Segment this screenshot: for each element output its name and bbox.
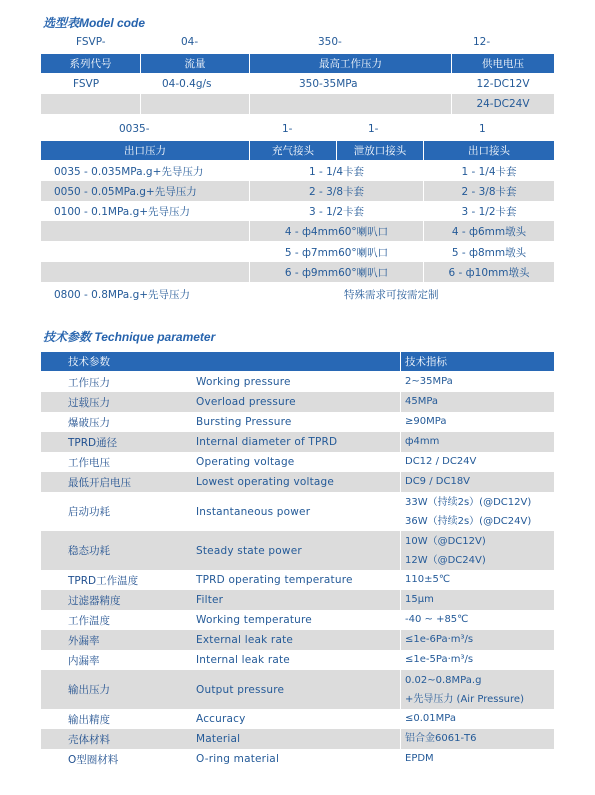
parameter-name-cn: 壳体材料 [68,733,110,746]
parameter-name-en: Internal diameter of TPRD [196,436,338,448]
model-table2-row [41,262,554,282]
cell-pressure: 350-35MPa [299,78,358,90]
parameter-name-cn: 最低开启电压 [68,476,131,489]
parameter-value [405,749,434,769]
technique-row [41,392,554,412]
cell-outlet-port: 4 - ф6mm墩头 [451,225,527,238]
code-segment-outlet-pressure: 0035- [119,123,150,135]
parameter-value-line: ≥90MPa [405,416,447,427]
divider [400,392,401,412]
parameter-name-cn: 过载压力 [68,396,110,409]
parameter-value-line: DC9 / DC18V [405,476,471,487]
cell-voltage-24: 24-DC24V [476,98,530,110]
code-segment-flow: 04- [181,36,199,48]
model-table2-header [41,141,554,160]
header-outlet-port: 出口接头 [424,141,554,160]
header-series-code: 系列代号 [41,54,140,73]
technique-row [41,372,554,392]
divider [400,352,401,371]
header-fill-port: 充气接头 [250,141,336,160]
cell-outlet-pressure: 0035 - 0.035MPa.g+先导压力 [54,165,204,178]
parameter-name-cn: 工作温度 [68,614,110,627]
parameter-value [405,650,473,670]
parameter-value [405,590,434,610]
header-flow: 流量 [141,54,249,73]
parameter-name-cn: 启动功耗 [68,506,110,518]
parameter-name-en: Filter [196,594,224,606]
code-segment-fill-port: 1- [282,123,293,135]
model-code-title: 选型表Model code [43,16,146,30]
divider [400,590,401,610]
cell-outlet-pressure-0800: 0800 - 0.8MPa.g+先导压力 [54,288,191,301]
header-supply-voltage: 供电电压 [452,54,554,73]
cell-custom-note: 特殊需求可按需定制 [344,288,439,301]
divider [400,531,401,570]
model-table1-row-2 [41,94,554,114]
parameter-value-line: 2~35MPa [405,376,453,387]
parameter-name-en: Output pressure [196,683,285,696]
divider [400,432,401,452]
code-segment-outlet-port: 1 [479,123,486,135]
parameter-value [405,610,468,630]
parameter-name-en: Instantaneous power [196,505,311,518]
code-segment-vent-port: 1- [368,123,379,135]
divider [400,670,401,709]
model-table2-row [41,242,554,262]
parameter-value [405,392,438,412]
model-table2-last-row [41,284,554,304]
parameter-name-cn: 稳态功耗 [68,545,110,557]
technique-row [41,472,554,492]
technique-row [41,749,554,769]
parameter-value [405,412,446,432]
cell-voltage-12: 12-DC12V [476,78,530,90]
parameter-name-en: Working pressure [196,376,291,388]
cell-fill-vent-port: 6 - ф9mm60°喇叭口 [284,266,389,279]
technique-row [41,630,554,650]
parameter-name-cn: 工作压力 [68,376,110,389]
header-vent-port: 泄放口接头 [337,141,423,160]
parameter-value-line: ф4mm [405,436,440,447]
cell-fill-vent-port: 4 - ф4mm60°喇叭口 [284,225,389,238]
cell-outlet-port: 6 - ф10mm墩头 [448,266,530,279]
parameter-name-cn: 工作电压 [68,456,110,469]
parameter-value-line: 12W（@DC24V) [405,554,486,566]
model-table2-row [41,181,554,201]
parameter-value-line: ≤1e-5Pa·m³/s [405,654,474,665]
parameter-value-line: 10W（@DC12V) [405,535,486,547]
model-table1-row [41,74,554,94]
model-table2-row [41,161,554,181]
parameter-value [405,372,453,392]
parameter-name-en: Material [196,733,241,745]
model-table1-header [41,54,554,73]
parameter-value [405,709,456,729]
technique-row [41,709,554,729]
technique-row [41,452,554,472]
parameter-name-en: External leak rate [196,634,294,646]
technique-row [41,729,554,749]
parameter-value [405,432,439,452]
cell-outlet-pressure: 0100 - 0.1MPa.g+先导压力 [54,205,191,218]
header-outlet-pressure: 出口压力 [41,141,249,160]
parameter-name-en: Working temperature [196,614,312,626]
cell-outlet-port: 1 - 1/4卡套 [461,165,517,178]
parameter-value [405,729,477,749]
technique-table-header [41,352,554,371]
technique-row [41,650,554,670]
parameter-name-cn: 外漏率 [68,634,100,647]
parameter-value [405,670,524,709]
code-segment-voltage: 12- [473,36,491,48]
parameter-value [405,472,470,492]
header-parameter: 技术参数 [68,356,110,368]
parameter-name-cn: O型圈材料 [68,753,119,766]
technique-row [41,670,554,709]
parameter-value-line: ≤0.01MPa [405,713,456,724]
technique-row [41,610,554,630]
parameter-name-cn: 输出精度 [68,713,110,726]
cell-outlet-pressure: 0050 - 0.05MPa.g+先导压力 [54,185,197,198]
divider [400,630,401,650]
header-max-pressure: 最高工作压力 [250,54,451,73]
parameter-value-line: -40 ~ +85℃ [405,614,469,625]
parameter-value [405,630,473,650]
parameter-name-en: TPRD operating temperature [196,574,353,586]
parameter-value [405,531,486,570]
cell-fill-vent-port: 1 - 1/4卡套 [308,165,365,178]
cell-outlet-port: 5 - ф8mm墩头 [451,246,527,259]
parameter-value-line: EPDM [405,753,434,764]
parameter-value-line: DC12 / DC24V [405,456,477,467]
parameter-name-cn: TPRD通径 [68,436,118,449]
parameter-name-en: Operating voltage [196,456,295,468]
parameter-name-en: O-ring material [196,753,280,765]
parameter-value-line: 15μm [405,594,434,605]
parameter-value [405,570,450,590]
parameter-value-line: 0.02~0.8MPa.g [405,674,482,686]
technique-row [41,590,554,610]
parameter-name-cn: 过滤器精度 [68,594,121,607]
cell-fill-vent-port: 2 - 3/8卡套 [308,185,365,198]
parameter-value-line: ≤1e-6Pa·m³/s [405,634,474,645]
parameter-value-line: 110±5℃ [405,574,451,585]
technique-title: 技术参数 Technique parameter [43,330,216,344]
parameter-name-cn: 爆破压力 [68,416,110,429]
technique-row [41,492,554,531]
parameter-value-line: 铝合金6061-T6 [405,733,477,744]
parameter-name-en: Bursting Pressure [196,416,292,428]
parameter-name-en: Overload pressure [196,396,296,408]
divider [249,94,250,114]
divider [400,729,401,749]
parameter-name-cn: 内漏率 [68,654,100,667]
code-segment-series: FSVP- [76,36,106,48]
cell-fill-vent-port: 3 - 1/2卡套 [308,205,365,218]
model-table2-row [41,201,554,221]
technique-row [41,531,554,570]
divider [400,472,401,492]
parameter-value-line: 45MPa [405,396,439,407]
code-segment-pressure: 350- [318,36,342,48]
parameter-name-cn: TPRD工作温度 [68,574,139,587]
parameter-name-en: Lowest operating voltage [196,476,335,488]
header-specification: 技术指标 [405,356,447,368]
parameter-value-line: 33W（持续2s）(@DC12V) [405,496,532,508]
divider [140,94,141,114]
cell-series: FSVP [73,78,100,90]
cell-outlet-port: 3 - 1/2卡套 [461,205,517,218]
parameter-value [405,452,476,472]
technique-row [41,432,554,452]
parameter-name-en: Internal leak rate [196,654,290,666]
cell-flow: 04-0.4g/s [162,78,212,90]
parameter-name-en: Accuracy [196,713,246,725]
cell-fill-vent-port: 5 - ф7mm60°喇叭口 [284,246,389,259]
model-table2-row [41,221,554,241]
parameter-value-line: 36W（持续2s）(@DC24V) [405,515,532,527]
parameter-value-line: +先导压力 (Air Pressure) [405,693,524,705]
parameter-name-en: Steady state power [196,544,302,557]
technique-row [41,570,554,590]
parameter-value [405,492,531,531]
cell-outlet-port: 2 - 3/8卡套 [461,185,517,198]
technique-row [41,412,554,432]
parameter-name-cn: 输出压力 [68,684,110,696]
